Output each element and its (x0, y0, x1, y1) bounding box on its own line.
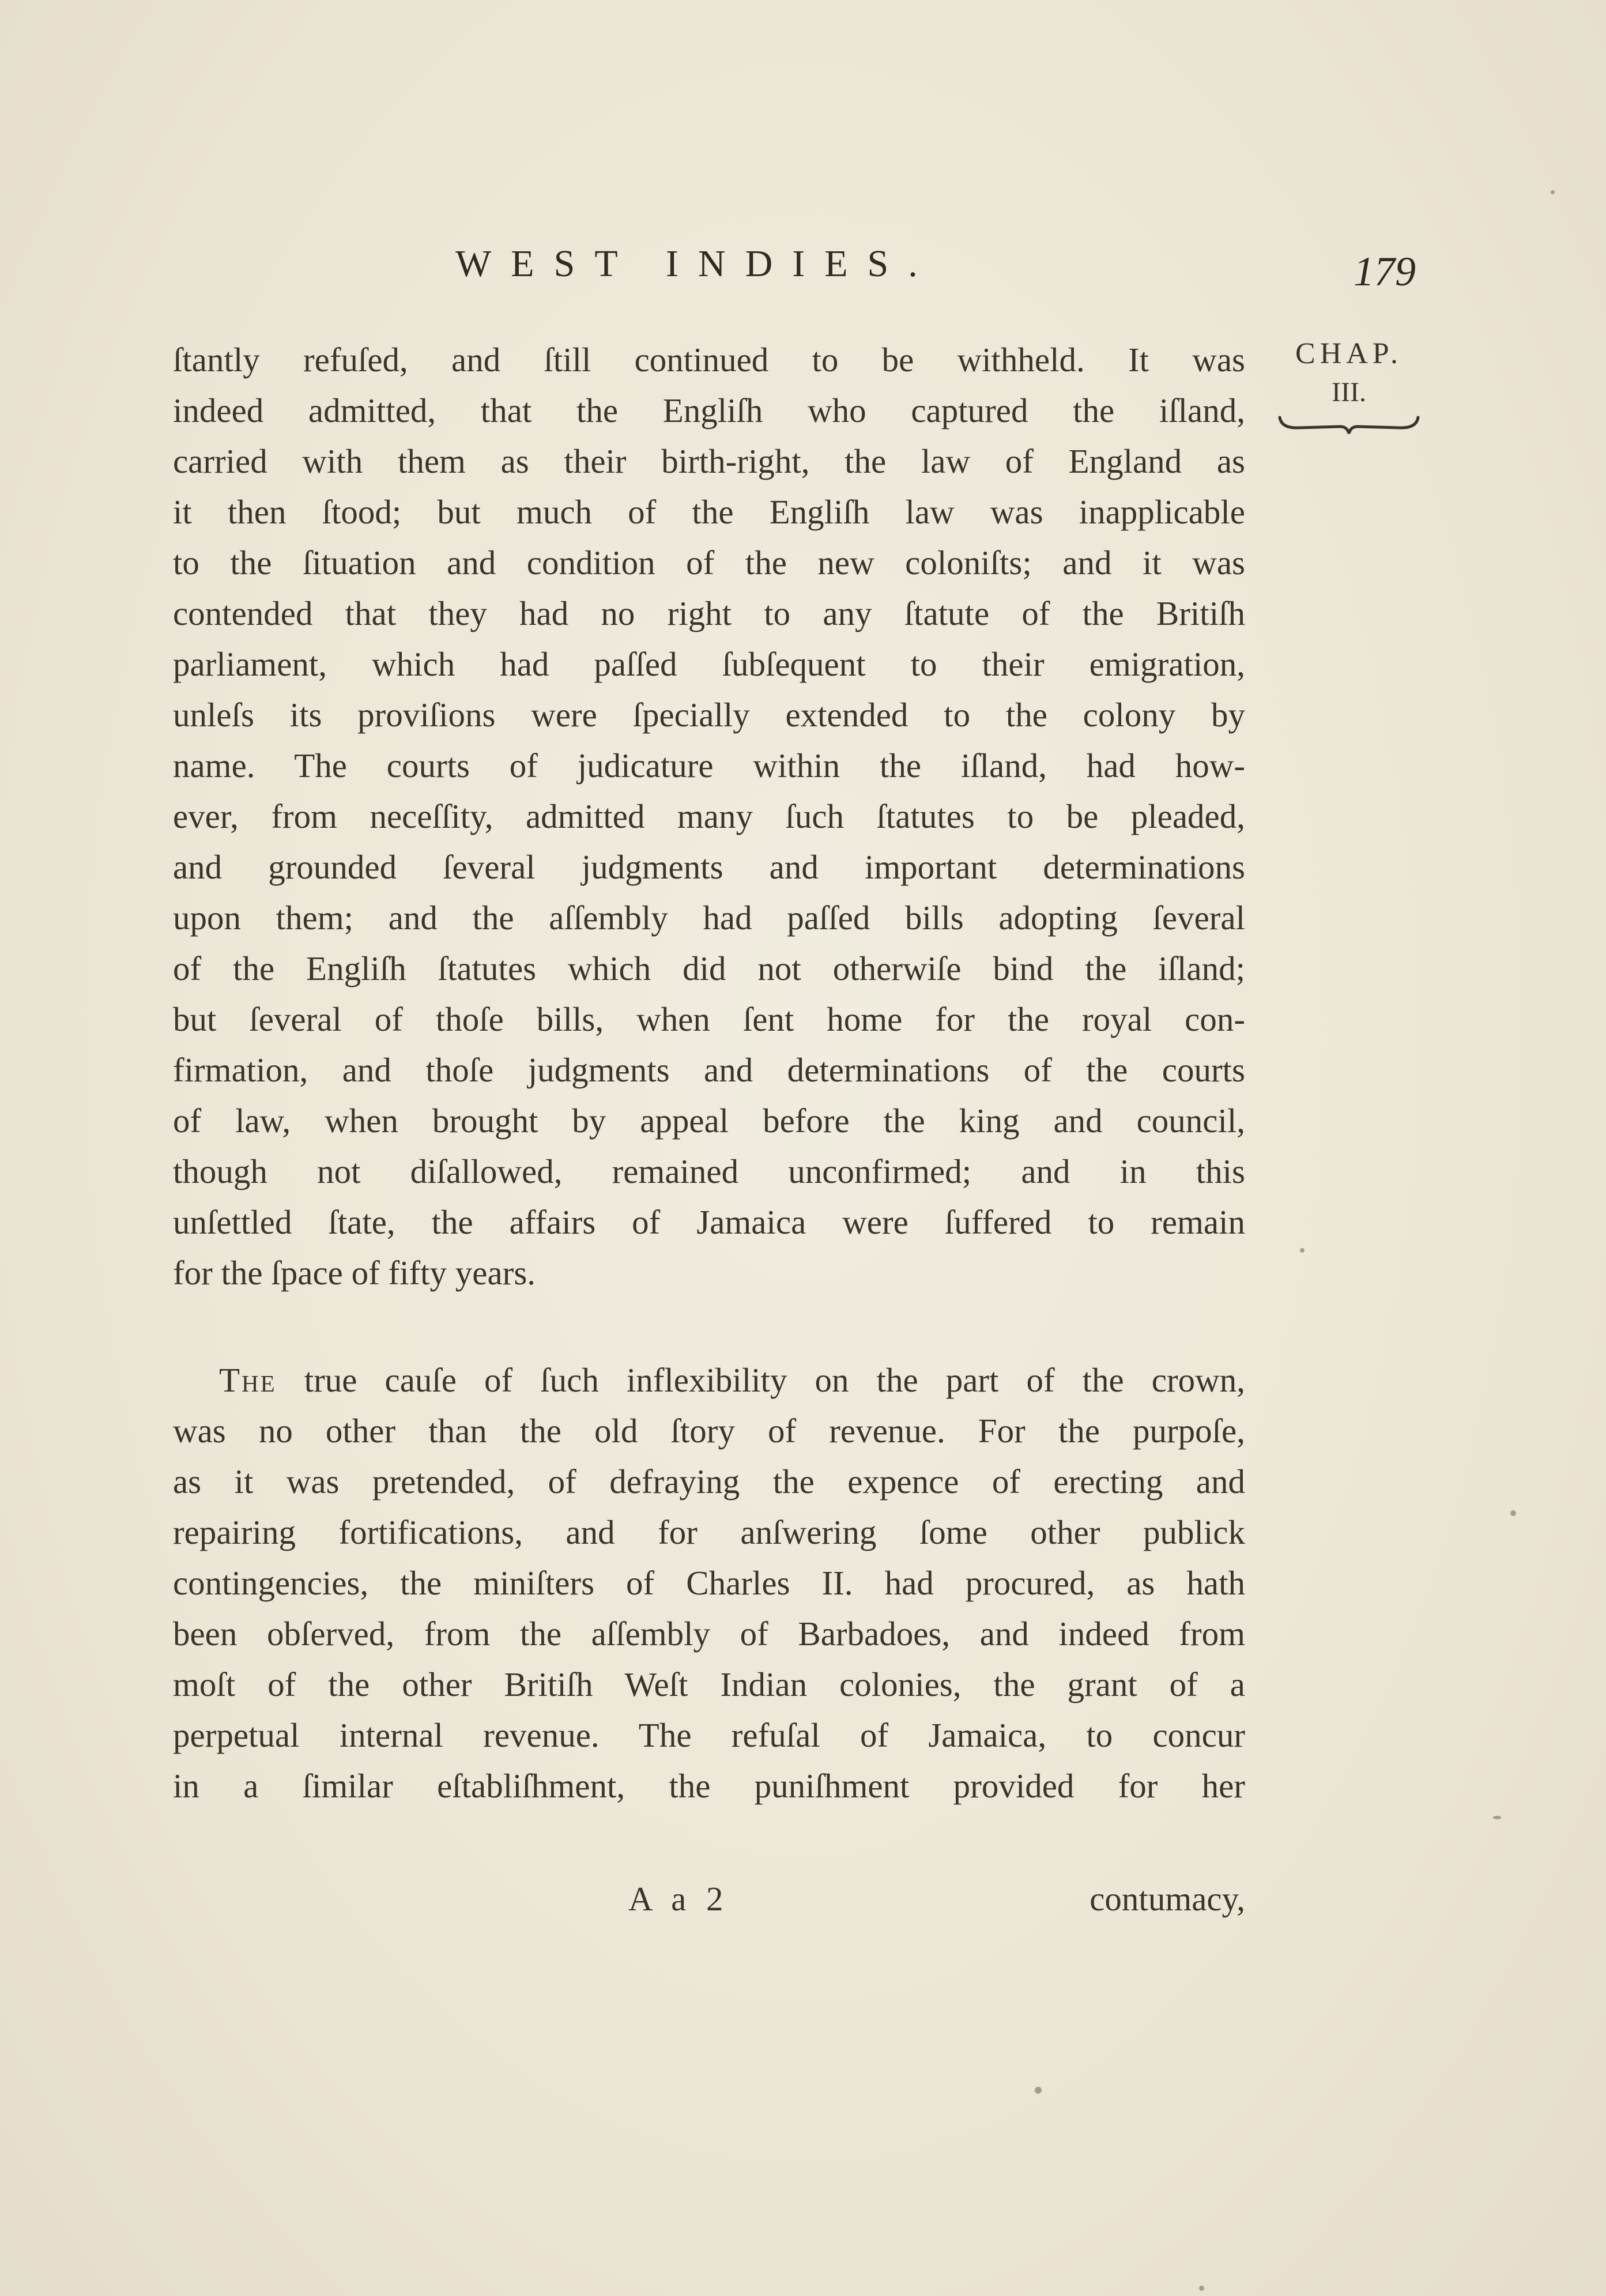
text-line: of the Engliſh ſtatutes which did not otherwiſe bind the iſland; (173, 949, 1245, 987)
text-line: was no other than the old ſtory of revenue. For the purpoſe, (173, 1412, 1245, 1450)
text-line: but ſeveral of thoſe bills, when ſent home for the royal con- (173, 1000, 1245, 1038)
page-number: 179 (1354, 248, 1416, 295)
text-line: perpetual internal revenue. The refuſal of Jamaica, to concur (173, 1716, 1245, 1754)
signature-mark: A a 2 (628, 1880, 729, 1918)
text-line: and grounded ſeveral judgments and important determinations (173, 848, 1245, 886)
text-line: ever, from neceſſity, admitted many ſuch ſtatutes to be pleaded, (173, 797, 1245, 835)
paper-speck (1493, 1816, 1501, 1819)
catchword: contumacy, (1089, 1880, 1245, 1918)
chapter-number: III. (1332, 377, 1366, 408)
text-line: moſt of the other Britiſh Weſt Indian colonies, the grant of a (173, 1665, 1245, 1703)
text-line: for the ſpace of fifty years. (173, 1254, 536, 1292)
text-line: firmation, and thoſe judgments and determinations of the courts (173, 1051, 1245, 1089)
chapter-marginal-note (1274, 337, 1424, 436)
text-line: contingencies, the miniſters of Charles II. had procured, as hath (173, 1564, 1245, 1602)
drop-small-caps: The (219, 1361, 277, 1399)
paper-speck (1551, 190, 1555, 194)
chapter-label: CHAP. (1295, 337, 1403, 370)
running-head: WEST INDIES. (455, 243, 937, 285)
text-line-rest: true cauſe of ſuch inflexibility on the part of the crown, (276, 1361, 1245, 1399)
text-line: unleſs its proviſions were ſpecially extended to the colony by (173, 696, 1245, 734)
paper-speck (1035, 2087, 1042, 2094)
paper-speck (1199, 2286, 1204, 2291)
text-line: parliament, which had paſſed ſubſequent to their emigration, (173, 645, 1245, 683)
paragraph-1 (173, 334, 1245, 1298)
brace-icon (1277, 413, 1421, 436)
text-line: to the ſituation and condition of the new coloniſts; and it was (173, 544, 1245, 582)
text-line: of law, when brought by appeal before the king and council, (173, 1102, 1245, 1140)
text-line: it then ſtood; but much of the Engliſh law was inapplicable (173, 493, 1245, 531)
paper-speck (1300, 1248, 1305, 1253)
text-line: though not diſallowed, remained unconfirmed; and in this (173, 1152, 1245, 1190)
text-line: been obſerved, from the aſſembly of Barbadoes, and indeed from (173, 1615, 1245, 1653)
paper-speck (1510, 1510, 1516, 1516)
text-line (173, 1355, 1245, 1405)
text-line: indeed admitted, that the Engliſh who captured the iſland, (173, 391, 1245, 429)
body-text (173, 334, 1245, 1811)
page-footer (173, 1873, 1245, 1924)
text-line: repairing fortifications, and for anſwering ſome other publick (173, 1513, 1245, 1551)
text-line: upon them; and the aſſembly had paſſed bills adopting ſeveral (173, 899, 1245, 937)
text-line: name. The courts of judicature within the iſland, had how- (173, 747, 1245, 785)
text-line: contended that they had no right to any ſtatute of the Britiſh (173, 594, 1245, 632)
paragraph-gap (173, 1298, 1245, 1355)
text-line: carried with them as their birth-right, the law of England as (173, 442, 1245, 480)
text-line: unſettled ſtate, the affairs of Jamaica were ſuffered to remain (173, 1203, 1245, 1241)
text-line: as it was pretended, of defraying the expence of erecting and (173, 1462, 1245, 1500)
text-line: ſtantly refuſed, and ſtill continued to be withheld. It was (173, 341, 1245, 379)
paragraph-2 (173, 1355, 1245, 1811)
text-line: in a ſimilar eſtabliſhment, the puniſhment provided for her (173, 1767, 1245, 1805)
